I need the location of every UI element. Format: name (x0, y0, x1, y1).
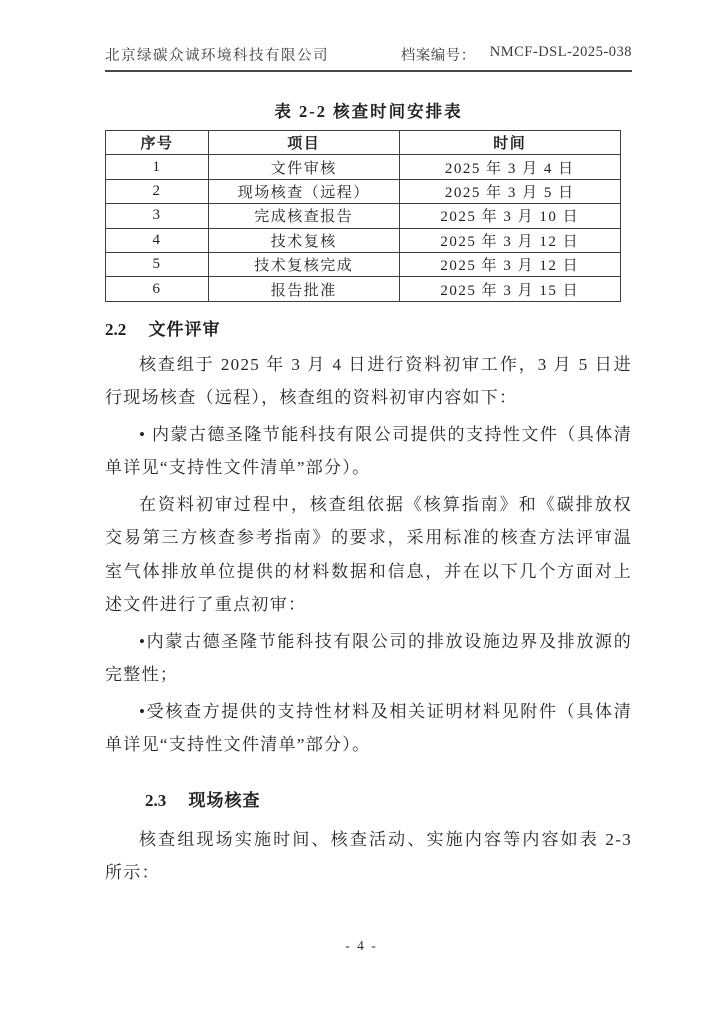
paragraph: 核查组于 2025 年 3 月 4 日进行资料初审工作，3 月 5 日进行现场核查（远程），核查组的资料初审内容如下： (105, 354, 632, 408)
document-body (105, 94, 632, 893)
col-header-item: 项目 (209, 131, 400, 155)
bullet-item: •受核查方提供的支持性材料及相关证明材料见附件（具体清单详见“支持性文件清单”部分）。 (105, 701, 632, 755)
section-heading-2-3 (145, 786, 632, 811)
header-archive-number (401, 44, 632, 65)
col-header-time: 时间 (399, 131, 620, 155)
verification-schedule-table (105, 130, 621, 302)
cell-time: 2025 年 3 月 10 日 (399, 204, 620, 228)
bullet-item: •内蒙古德圣隆节能科技有限公司的排放设施边界及排放源的完整性； (105, 631, 632, 685)
archive-value: NMCF-DSL-2025-038 (489, 44, 632, 60)
paragraph: 在资料初审过程中，核查组依据《核算指南》和《碳排放权交易第三方核查参考指南》的要求，采用标准的核查方法评审温室气体排放单位提供的材料数据和信息，并在以下几个方面对上述文件进行了重点初审： (105, 494, 632, 615)
cell-time: 2025 年 3 月 15 日 (399, 277, 620, 301)
col-header-seq: 序号 (106, 131, 209, 155)
cell-time: 2025 年 3 月 4 日 (399, 155, 620, 179)
table-row (106, 277, 621, 301)
table-header-row (106, 131, 621, 155)
page-number: - 4 - (345, 938, 378, 953)
cell-seq: 4 (106, 228, 209, 252)
cell-seq: 2 (106, 179, 209, 203)
cell-seq: 1 (106, 155, 209, 179)
table-row (106, 228, 621, 252)
table-caption: 表 2-2 核查时间安排表 (274, 102, 463, 121)
cell-time: 2025 年 3 月 12 日 (399, 228, 620, 252)
cell-item: 现场核查（远程） (209, 179, 400, 203)
cell-seq: 3 (106, 204, 209, 228)
cell-item: 报告批准 (209, 277, 400, 301)
section-title: 现场核查 (188, 790, 261, 810)
page-footer (0, 938, 723, 954)
cell-time: 2025 年 3 月 5 日 (399, 179, 620, 203)
section-number: 2.2 (105, 319, 127, 339)
table-row (106, 155, 621, 179)
paragraph: 核查组现场实施时间、核查活动、实施内容等内容如表 2-3 所示： (105, 829, 632, 883)
section-title: 文件评审 (148, 319, 221, 339)
cell-item: 技术复核 (209, 228, 400, 252)
section-heading-2-2 (105, 315, 632, 340)
cell-seq: 5 (106, 252, 209, 276)
header-company-name: 北京绿碳众诚环境科技有限公司 (105, 48, 329, 64)
cell-item: 技术复核完成 (209, 252, 400, 276)
section-number: 2.3 (145, 790, 167, 810)
cell-time: 2025 年 3 月 12 日 (399, 252, 620, 276)
cell-seq: 6 (106, 277, 209, 301)
archive-label: 档案编号： (400, 48, 476, 64)
page-header (105, 44, 632, 72)
table-row (106, 204, 621, 228)
cell-item: 完成核查报告 (209, 204, 400, 228)
table-row (106, 179, 621, 203)
bullet-item: • 内蒙古德圣隆节能科技有限公司提供的支持性文件（具体清单详见“支持性文件清单”部分）。 (105, 424, 632, 478)
table-row (106, 252, 621, 276)
cell-item: 文件审核 (209, 155, 400, 179)
